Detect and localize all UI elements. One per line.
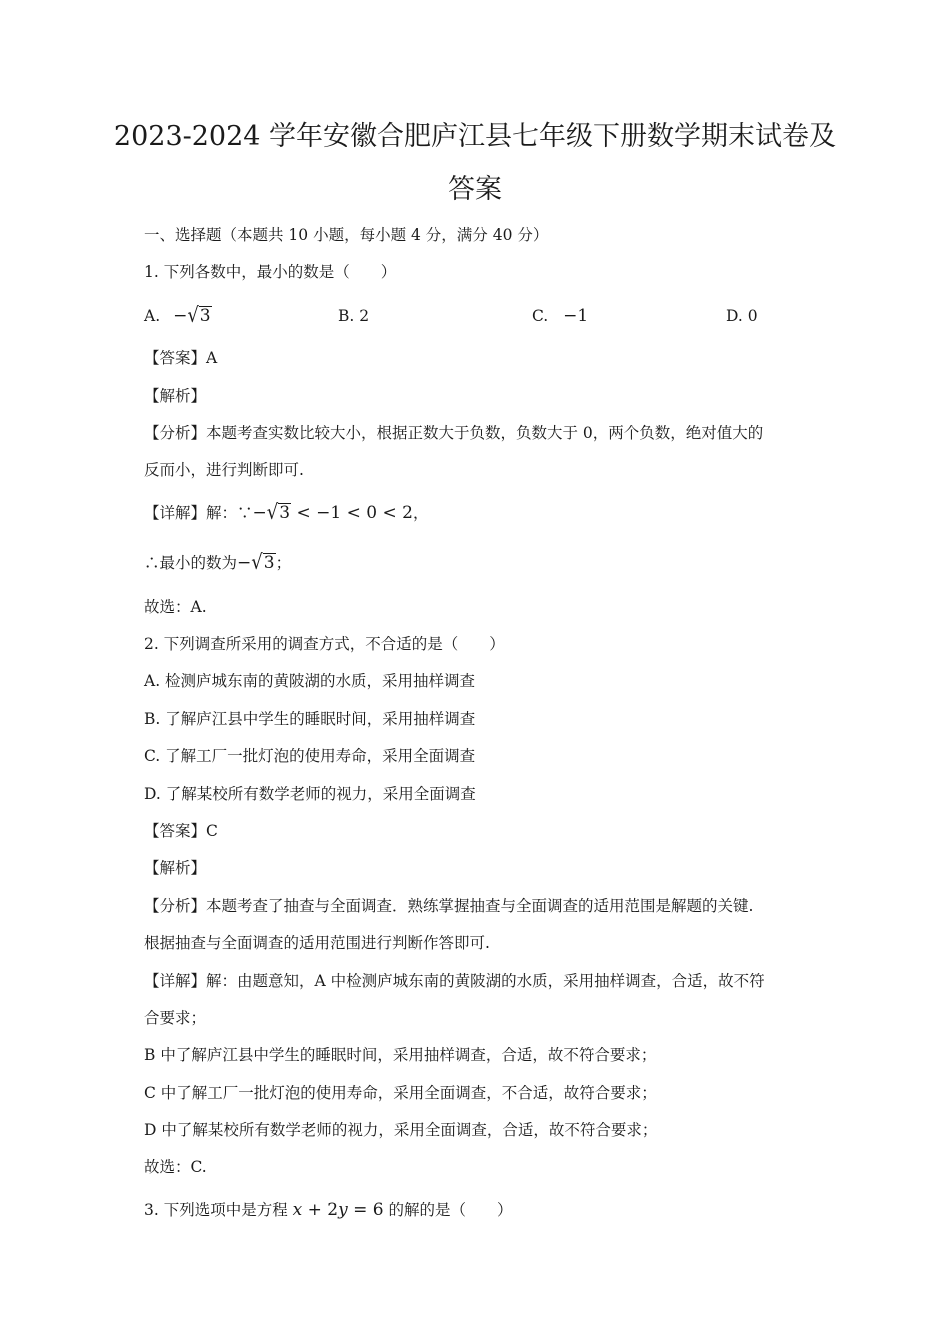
question-1-answer: 【答案】A bbox=[144, 349, 218, 367]
question-2-option-a: A. 检测庐城东南的黄陂湖的水质，采用抽样调查 bbox=[144, 672, 476, 690]
question-2-jiexi: 【解析】 bbox=[144, 859, 207, 877]
question-1-option-a bbox=[144, 305, 212, 327]
equation bbox=[293, 1200, 384, 1220]
variable-y: y bbox=[338, 1200, 348, 1220]
sqrt-symbol: √3 bbox=[251, 550, 275, 575]
option-a-value bbox=[173, 303, 212, 328]
question-2-detail-line-2: 合要求； bbox=[144, 1009, 207, 1027]
option-c-value: −1 bbox=[563, 306, 589, 326]
minus-sign: − bbox=[237, 553, 252, 573]
conclusion-prefix: ∴最小的数为 bbox=[144, 554, 238, 572]
inequality-expression bbox=[252, 500, 413, 525]
question-2-choose: 故选：C. bbox=[144, 1158, 207, 1176]
question-2-option-b: B. 了解庐江县中学生的睡眠时间，采用抽样调查 bbox=[144, 710, 476, 728]
option-c-label: C. bbox=[532, 307, 549, 325]
question-2-option-c: C. 了解工厂一批灯泡的使用寿命，采用全面调查 bbox=[144, 747, 476, 765]
question-2-answer: 【答案】C bbox=[144, 822, 218, 840]
question-2-detail-line-1: 【详解】解：由题意知，A 中检测庐城东南的黄陂湖的水质，采用抽样调查，合适，故不符 bbox=[144, 972, 765, 990]
stem-suffix: 的解的是（ ） bbox=[388, 1201, 513, 1219]
radicand: 3 bbox=[199, 306, 211, 326]
question-2-detail-b: B 中了解庐江县中学生的睡眠时间，采用抽样调查，合适，故不符合要求； bbox=[144, 1046, 657, 1064]
variable-x: x bbox=[292, 1200, 303, 1220]
sqrt-symbol: √3 bbox=[266, 500, 291, 525]
minus-sign: − bbox=[173, 306, 188, 326]
option-a-label: A. bbox=[144, 307, 161, 325]
stem-prefix: 3. 下列选项中是方程 bbox=[144, 1201, 288, 1219]
question-1-jiexi: 【解析】 bbox=[144, 387, 207, 405]
section-heading: 一、选择题（本题共 10 小题，每小题 4 分，满分 40 分） bbox=[144, 226, 549, 244]
question-2-detail-c: C 中了解工厂一批灯泡的使用寿命，采用全面调查，不合适，故符合要求； bbox=[144, 1084, 657, 1102]
question-1-analysis-line-1: 【分析】本题考查实数比较大小，根据正数大于负数，负数大于 0，两个负数，绝对值大的 bbox=[144, 424, 764, 442]
question-1-conclusion bbox=[144, 550, 820, 575]
question-1-stem: 1. 下列各数中，最小的数是（ ） bbox=[144, 263, 397, 281]
document-title-line-1: 2023-2024 学年安徽合肥庐江县七年级下册数学期末试卷及 bbox=[113, 121, 837, 152]
detail-end: ， bbox=[412, 504, 429, 522]
question-1-analysis-line-2: 反而小，进行判断即可. bbox=[144, 461, 304, 479]
radicand: 3 bbox=[263, 553, 275, 573]
radicand: 3 bbox=[279, 503, 291, 523]
document-title-line-2: 答案 bbox=[448, 174, 502, 205]
question-1-option-c bbox=[532, 305, 588, 327]
sqrt-symbol: √3 bbox=[187, 303, 211, 328]
question-2-analysis-line-1: 【分析】本题考查了抽查与全面调查．熟练掌握抽查与全面调查的适用范围是解题的关键. bbox=[144, 897, 754, 915]
question-1-detail bbox=[144, 500, 820, 525]
question-3-stem bbox=[144, 1200, 820, 1220]
inequality-tail: < −1 < 0 < 2 bbox=[291, 503, 413, 523]
conclusion-value bbox=[237, 550, 276, 575]
question-1-option-d: D. 0 bbox=[726, 307, 758, 325]
equation-middle: + 2 bbox=[302, 1200, 339, 1220]
question-2-analysis-line-2: 根据抽查与全面调查的适用范围进行判断作答即可. bbox=[144, 934, 490, 952]
detail-prefix: 【详解】解：∵ bbox=[144, 504, 253, 522]
question-1-choose: 故选：A. bbox=[144, 598, 207, 616]
minus-sign: − bbox=[252, 503, 267, 523]
question-2-option-d: D. 了解某校所有数学老师的视力，采用全面调查 bbox=[144, 785, 476, 803]
question-2-detail-d: D 中了解某校所有数学老师的视力，采用全面调查，合适，故不符合要求； bbox=[144, 1121, 658, 1139]
question-2-stem: 2. 下列调查所采用的调查方式，不合适的是（ ） bbox=[144, 635, 505, 653]
conclusion-end: ； bbox=[275, 554, 292, 572]
equation-end: = 6 bbox=[347, 1200, 384, 1220]
question-1-option-b: B. 2 bbox=[338, 307, 370, 325]
